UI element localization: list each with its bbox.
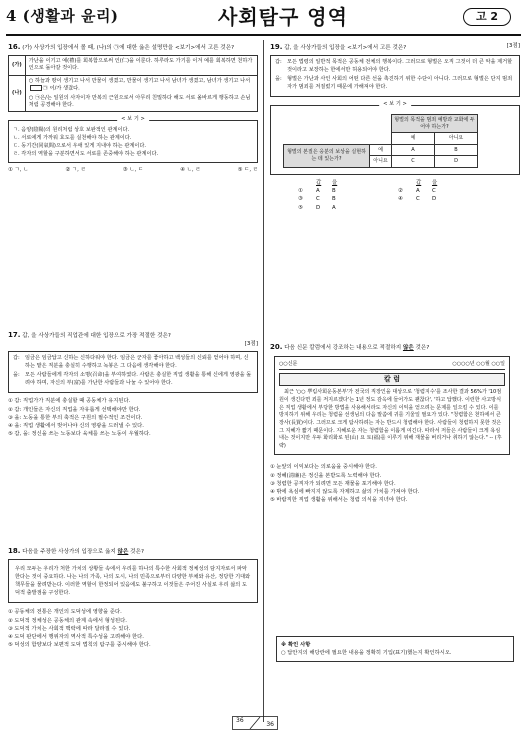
column-header: 형벌의 목적을 범죄 예방과 교화에 두어야 하는가? xyxy=(392,115,478,133)
choice-marker[interactable]: ③ xyxy=(298,196,303,203)
grid-header-gap: 갑 xyxy=(316,179,322,186)
col-no: 아니요 xyxy=(435,133,478,145)
notice xyxy=(276,636,514,662)
header-rule xyxy=(6,34,521,36)
choice-marker[interactable]: ② xyxy=(398,188,403,195)
option-5[interactable]: ⑤ 갑, 을: 정신을 쓰는 노동보다 육체를 쓰는 노동이 우월하다. xyxy=(8,431,151,438)
question-17-title xyxy=(8,330,258,348)
question-16 xyxy=(8,42,258,174)
q16-bogi-box xyxy=(8,116,258,162)
question-17 xyxy=(8,330,258,438)
news-masthead xyxy=(279,361,505,370)
q16-passage-table xyxy=(8,55,258,112)
question-19-title xyxy=(270,42,520,52)
choice-eul: D xyxy=(432,196,437,203)
bogi-item: ㄱ. 음양(陰陽)의 원리처럼 상호 보완적인 관계이다. xyxy=(13,127,130,134)
question-number: 18. xyxy=(8,547,21,555)
news-body: 최근 '○○ 뿌림사회운동본부'가 전국의 직장인을 대상으로 '청렴지수'를 조사한 결과 56%가 '10점 원이 생긴다면 죄를 저지르겠다'는 1년 정도 감옥에 들어가도 괜찮다', '하고 답했다. 이런한 사고방식은 직업 생활에서 부당한 방법을 사용해서라도 자신의 이익을 얻으려는 문제를 일으킬 수 있다. 이를 방지하기 위해 우리는 청렴을 선생님의 다음 말씀에 귀를 기울일 필요가 있다. "청렴함은 천하에서 큰 장사(長賈)이다. 그러므로 크게 탐사하려는 자는 반드시 청렴해야 한다. 사람들이 청렴하지 못한 것은 그 지혜가 짧기 때문이다. 지혜로운 자는 청렴함을 이롭게 여긴다. 따라서 저들은 사람들이 크게 욕심내는 것이지만 우두 화리화로 된(山) 요 토(福)를 이루기 위해 재물을 버리거나 취하기 않는다." -- (후략) xyxy=(279,389,502,449)
question-16-title xyxy=(8,42,258,52)
option-1[interactable]: ① 눈앞의 이익보다는 의로움을 중시해야 한다. xyxy=(270,464,377,471)
page-number: 36 xyxy=(236,717,244,724)
choice-marker[interactable]: ④ xyxy=(398,196,403,203)
grid-header-gap: 갑 xyxy=(416,179,422,186)
question-number: 19. xyxy=(270,43,283,51)
option-2[interactable]: ② 도덕적 정체성은 공동체의 관계 속에서 형성된다. xyxy=(8,617,127,624)
question-18-title: 18. 다음을 주장한 사상가의 입장으로 옳지 않은 것은? xyxy=(8,547,144,555)
speaker-gap: 갑: 임금은 임금답고 신하는 신하다워야 한다. 임금은 군자를 좋아하고 백성들의 신뢰를 얻어야 하며, 신하는 맡은 직분을 충실히 수행하고 녹봉은 그 다음에 생각해야 한다. xyxy=(13,355,249,369)
q17-dialog-box xyxy=(8,351,258,393)
option-1[interactable]: ① 공동체의 전통은 개인의 도덕성에 영향을 준다. xyxy=(8,609,122,616)
grid-header-eul: 을 xyxy=(432,179,438,186)
q18-passage: 우리 모두는 우리가 처한 가치의 상황들 속에서 우리를 하나의 특수한 사회적 정체성의 담지자로서 파악한다는 것이 중요하다. 나는 나의 가족, 나의 도시, 나의 민족으로부터 다양한 부채와 유산, 정당한 기대와 책무들을 물려받는다. 이러한 역할이 한정되어 있음에도 불구하고 이것들은 주어진 사실로 우리 삶의 도덕적 출발점을 구성한다. xyxy=(8,559,258,603)
q18-options xyxy=(8,608,258,649)
passage-na-bullet-1: ○ 하늘과 땅이 생기고 나서 만물이 생겼고, 만물이 생기고 나서 남녀가 생겼고, 남녀가 생기고 나서 ㉠ 이/가 생겼다. xyxy=(28,77,251,92)
negation-emphasis: 않은 xyxy=(117,549,129,555)
column-divider xyxy=(263,40,264,722)
question-20 xyxy=(270,342,520,504)
row-no: 아니요 xyxy=(370,156,392,168)
speaker-eul: 을: 모든 사람들에게 각자의 소명(召命)을 부여하였다. 사람은 충실한 직업 생활을 통해 신에게 영광을 돌려야 하며, 자신의 부(富)를 가난한 사람들과 나눌 수 있어야 한다. xyxy=(13,372,252,386)
option-1[interactable]: ① 갑: 직업가가 직분에 충실할 때 공동체가 유지된다. xyxy=(8,398,131,405)
option-4[interactable]: ④ 도덕 판단에서 행위자의 역사적 특수성을 고려해야 한다. xyxy=(8,634,144,640)
option-5[interactable]: ⑤ 덕성의 함양보다 보편적 도덕 법칙의 탐구를 중시해야 한다. xyxy=(8,642,151,649)
option-2[interactable]: ② 정혜(淸廉)은 정신을 본받도록 노력해야 한다. xyxy=(270,472,382,479)
choice-gap: C xyxy=(416,196,420,203)
choice-2[interactable]: ② ㄱ, ㄹ xyxy=(65,166,86,173)
choice-3[interactable]: ③ ㄴ, ㄷ xyxy=(122,166,144,173)
page-header xyxy=(6,6,521,32)
bogi-item: ㄷ. 동기간(同氣間)으로서 우애 있게 지내야 하는 관계이다. xyxy=(13,142,147,149)
option-4[interactable]: ④ 을: 직업 생활에서 벗어나야 신의 영광을 드러낼 수 있다. xyxy=(8,422,144,429)
q16-choices xyxy=(8,167,258,174)
bogi-item: ㄴ. 서로에게 가까워 효도를 실천해야 하는 관계이다. xyxy=(13,135,132,142)
choice-marker[interactable]: ⑤ xyxy=(298,204,303,211)
q19-dialog-box xyxy=(270,55,520,97)
negation-emphasis: 않은 xyxy=(402,345,414,351)
row-header: 형벌의 본질은 응분의 보상을 실현하는 데 있는가? xyxy=(284,144,370,167)
choice-1[interactable]: ① ㄱ, ㄴ xyxy=(8,166,29,173)
notice-box xyxy=(276,636,514,662)
choice-gap: D xyxy=(316,204,321,211)
question-number: 20. xyxy=(270,343,283,351)
question-text: (가) 사상가의 입장에서 볼 때, (나)의 ㉠에 대한 옳은 설명만을 <보기>에서 고른 것은? xyxy=(22,45,235,51)
grid-header-eul: 을 xyxy=(332,179,338,186)
newspaper-name: ○○신문 xyxy=(279,361,298,368)
question-18 xyxy=(8,546,258,649)
q17-options xyxy=(8,397,258,438)
cell-c: C xyxy=(392,156,435,168)
choice-gap: A xyxy=(316,188,320,195)
option-3[interactable]: ③ 청렴한 공직자가 되려면 모든 재물을 포기해야 한다. xyxy=(270,480,396,487)
question-19 xyxy=(270,42,520,212)
choice-4[interactable]: ④ ㄴ, ㄹ xyxy=(180,166,201,173)
points-label: [3점] xyxy=(244,341,258,348)
passage-ga-text: 가난을 이기고 예(禮)를 회복함으로써 인(仁)을 이룬다. 하루라도 가기를 이겨 예를 회복하면 천하가 인으로 돌아갈 것이다. xyxy=(25,56,257,76)
choice-eul: A xyxy=(332,204,336,211)
total-pages: 36 xyxy=(266,721,274,728)
news-section-title: 칼 럼 xyxy=(279,373,505,386)
blank-box xyxy=(30,85,42,91)
bogi-item: ㄹ. 각자의 역할을 구분하면서도 서로를 존중해야 하는 관계이다. xyxy=(13,150,159,157)
blank-marker: ㉠ xyxy=(42,85,48,92)
passage-na xyxy=(25,75,257,112)
notice-title: ※ 확인 사항 xyxy=(281,642,311,648)
bogi-title: < 보 기 > xyxy=(379,101,411,108)
page-footer xyxy=(232,716,278,730)
choice-gap: A xyxy=(416,188,420,195)
passage-label-ga: (가) xyxy=(9,56,26,76)
option-4[interactable]: ④ 밖에 욕심에 빠지지 않도록 자제하고 삶의 가치를 가져야 한다. xyxy=(270,489,420,496)
choice-eul: B xyxy=(332,196,336,203)
news-date: ○○○○년 ○○월 ○○일 xyxy=(452,361,505,368)
option-3[interactable]: ③ 도덕적 가치는 사회적 맥락에 따라 달라질 수 있다. xyxy=(8,625,131,632)
q19-bogi-box xyxy=(270,101,520,175)
speaker-gap: 갑: 모든 법령의 일반적 목적은 공동체 전체의 행복이다. 그러므로 형벌은 오직 그것이 더 큰 악을 제거할 것이라고 보장하는 한에서만 허용되어야 한다. xyxy=(275,59,513,73)
choice-eul: C xyxy=(432,188,436,195)
question-number: 16. xyxy=(8,43,21,51)
speaker-eul: 을: 형벌은 가난과 사인 사회의 어떤 다른 선을 촉진하기 위한 수단이 아니다. 그러므로 형벌은 단지 범죄자가 범죄를 저질렀기 때문에 가해져야 한다. xyxy=(275,76,513,90)
notice-text: ○ 답안지의 해당란에 필요한 내용을 정확히 기입(표기)했는지 확인하시오. xyxy=(281,650,452,657)
option-5[interactable]: ⑤ 바람직한 직업 생활을 위해서는 청렴 의식을 지녀야 한다. xyxy=(270,497,408,504)
q19-cross-table xyxy=(283,114,478,168)
q20-options xyxy=(270,463,520,504)
q19-answer-grid xyxy=(298,180,520,212)
bogi-title: < 보 기 > xyxy=(117,116,149,123)
col-yes: 예 xyxy=(392,133,435,145)
row-yes: 예 xyxy=(370,144,392,156)
question-text: 갑, 을 사상가들의 직업관에 대한 입장으로 가장 적절한 것은? xyxy=(22,333,171,339)
choice-marker[interactable]: ① xyxy=(298,188,303,195)
passage-na-bullet-2: ○ ㉠은/는 일원의 사자이자 만복의 근원으로서 아무리 친밀하다 해도 서로 올바르게 행동하고 손님처럼 공경해야 한다. xyxy=(28,94,251,109)
choice-gap: C xyxy=(316,196,320,203)
question-20-title: 20. 다음 신문 칼럼에서 강조하는 내용으로 적절하지 않은 것은? xyxy=(270,343,430,351)
choice-eul: B xyxy=(332,188,336,195)
question-text: 갑, 을 사상가들의 입장을 <보기>에서 고른 것은? xyxy=(284,45,407,51)
option-3[interactable]: ③ 을: 노동을 통한 부의 축적은 구원의 필수적인 조건이다. xyxy=(8,414,143,421)
passage-label-na: (나) xyxy=(9,75,26,112)
news-column-box xyxy=(274,356,510,455)
cell-a: A xyxy=(392,144,435,156)
choice-5[interactable]: ⑤ ㄷ, ㄹ xyxy=(237,166,258,173)
page-number-subject: 4 (생활과 윤리) xyxy=(6,7,119,25)
points-label: [3점] xyxy=(506,43,520,49)
question-number: 17. xyxy=(8,331,21,339)
exam-title: 사회탐구 영역 xyxy=(218,5,348,29)
grade-badge: 고 2 xyxy=(463,8,511,26)
cell-d: D xyxy=(435,156,478,168)
option-2[interactable]: ② 갑: 개인들은 자신의 직업을 자유롭게 선택해야만 한다. xyxy=(8,406,141,413)
cell-b: B xyxy=(435,144,478,156)
